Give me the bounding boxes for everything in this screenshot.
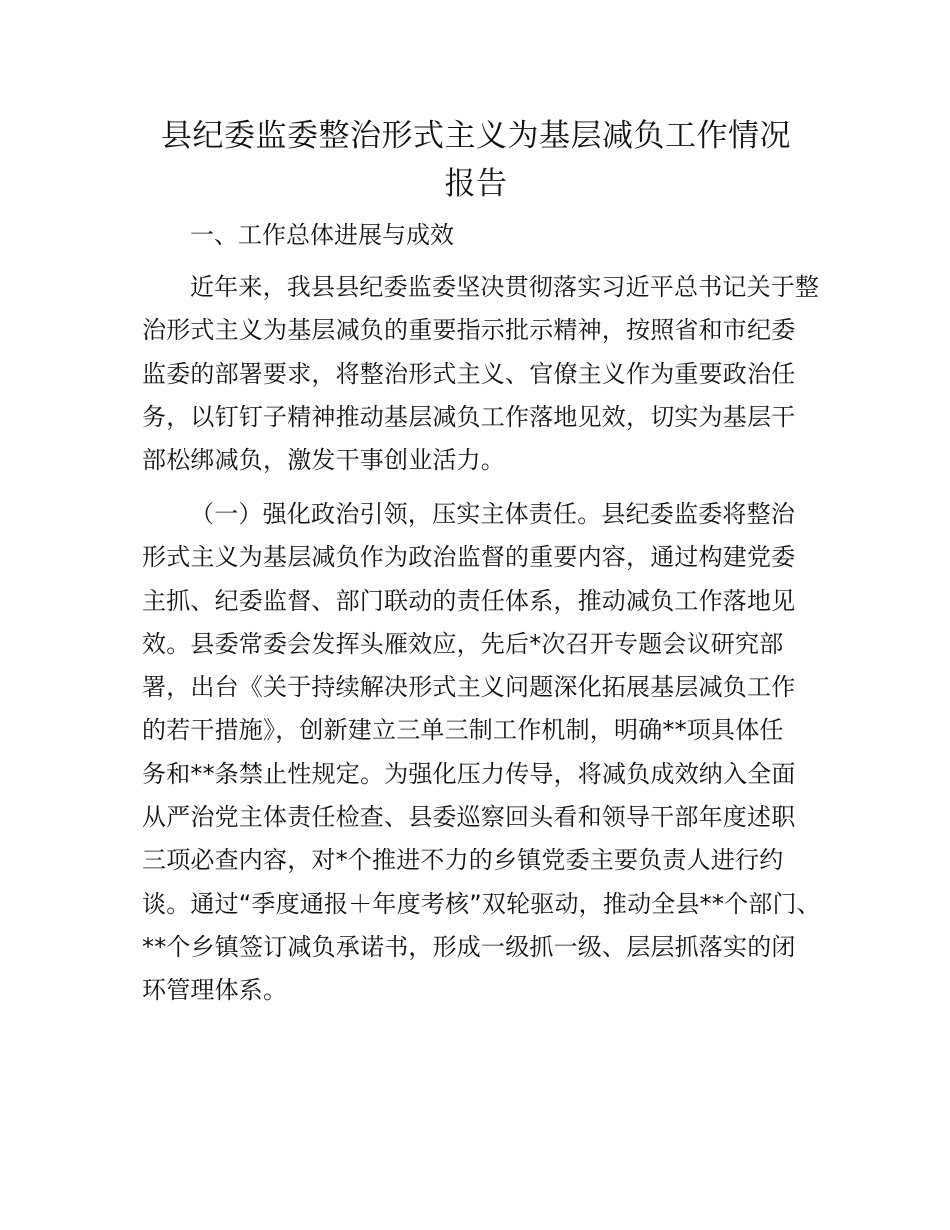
paragraph-line: 环管理体系。 xyxy=(142,976,288,1005)
paragraph-line: 近年来，我县县纪委监委坚决贯彻落实习近平总书记关于整 xyxy=(190,273,820,301)
document-title xyxy=(140,112,812,208)
paragraph-line: 部松绑减负，激发干事创业活力。 xyxy=(142,446,505,475)
paragraph-line: （一）强化政治引领，压实主体责任。县纪委监委将整治 xyxy=(190,500,795,528)
paragraph-line: 署，出台《关于持续解决形式主义问题深化拓展基层减负工作 xyxy=(142,673,796,702)
paragraph-line: 谈。通过“季度通报＋年度考核”双轮驱动，推动全县**个部门、 xyxy=(142,889,821,918)
paragraph-line: 治形式主义为基层减负的重要指示批示精神，按照省和市纪委 xyxy=(142,316,796,345)
paragraph-line: 监委的部署要求，将整治形式主义、官僚主义作为重要政治任 xyxy=(142,359,796,388)
section-heading: 一、工作总体进展与成效 xyxy=(190,221,454,249)
title-line: 县纪委监委整治形式主义为基层减负工作情况 xyxy=(161,118,791,154)
paragraph-political-leadership xyxy=(142,493,822,1013)
paragraph-line: 效。县委常委会发挥头雁效应，先后*次召开专题会议研究部 xyxy=(142,629,784,658)
paragraph-line: 形式主义为基层减负作为政治监督的重要内容，通过构建党委 xyxy=(142,543,796,572)
paragraph-line: 务和**条禁止性规定。为强化压力传导，将减负成效纳入全面 xyxy=(142,759,796,788)
paragraph-line: 务，以钉钉子精神推动基层减负工作落地见效，切实为基层干 xyxy=(142,402,796,431)
paragraph-line: 三项必查内容，对*个推进不力的乡镇党委主要负责人进行约 xyxy=(142,846,784,875)
paragraph-intro xyxy=(142,266,822,482)
paragraph-line: **个乡镇签订减负承诺书，形成一级抓一级、层层抓落实的闭 xyxy=(142,932,796,961)
title-line: 报告 xyxy=(444,166,508,202)
paragraph-line: 主抓、纪委监督、部门联动的责任体系，推动减负工作落地见 xyxy=(142,586,796,615)
paragraph-line: 从严治党主体责任检查、县委巡察回头看和领导干部年度述职 xyxy=(142,803,796,832)
paragraph-line: 的若干措施》，创新建立三单三制工作机制，明确**项具体任 xyxy=(142,716,784,745)
